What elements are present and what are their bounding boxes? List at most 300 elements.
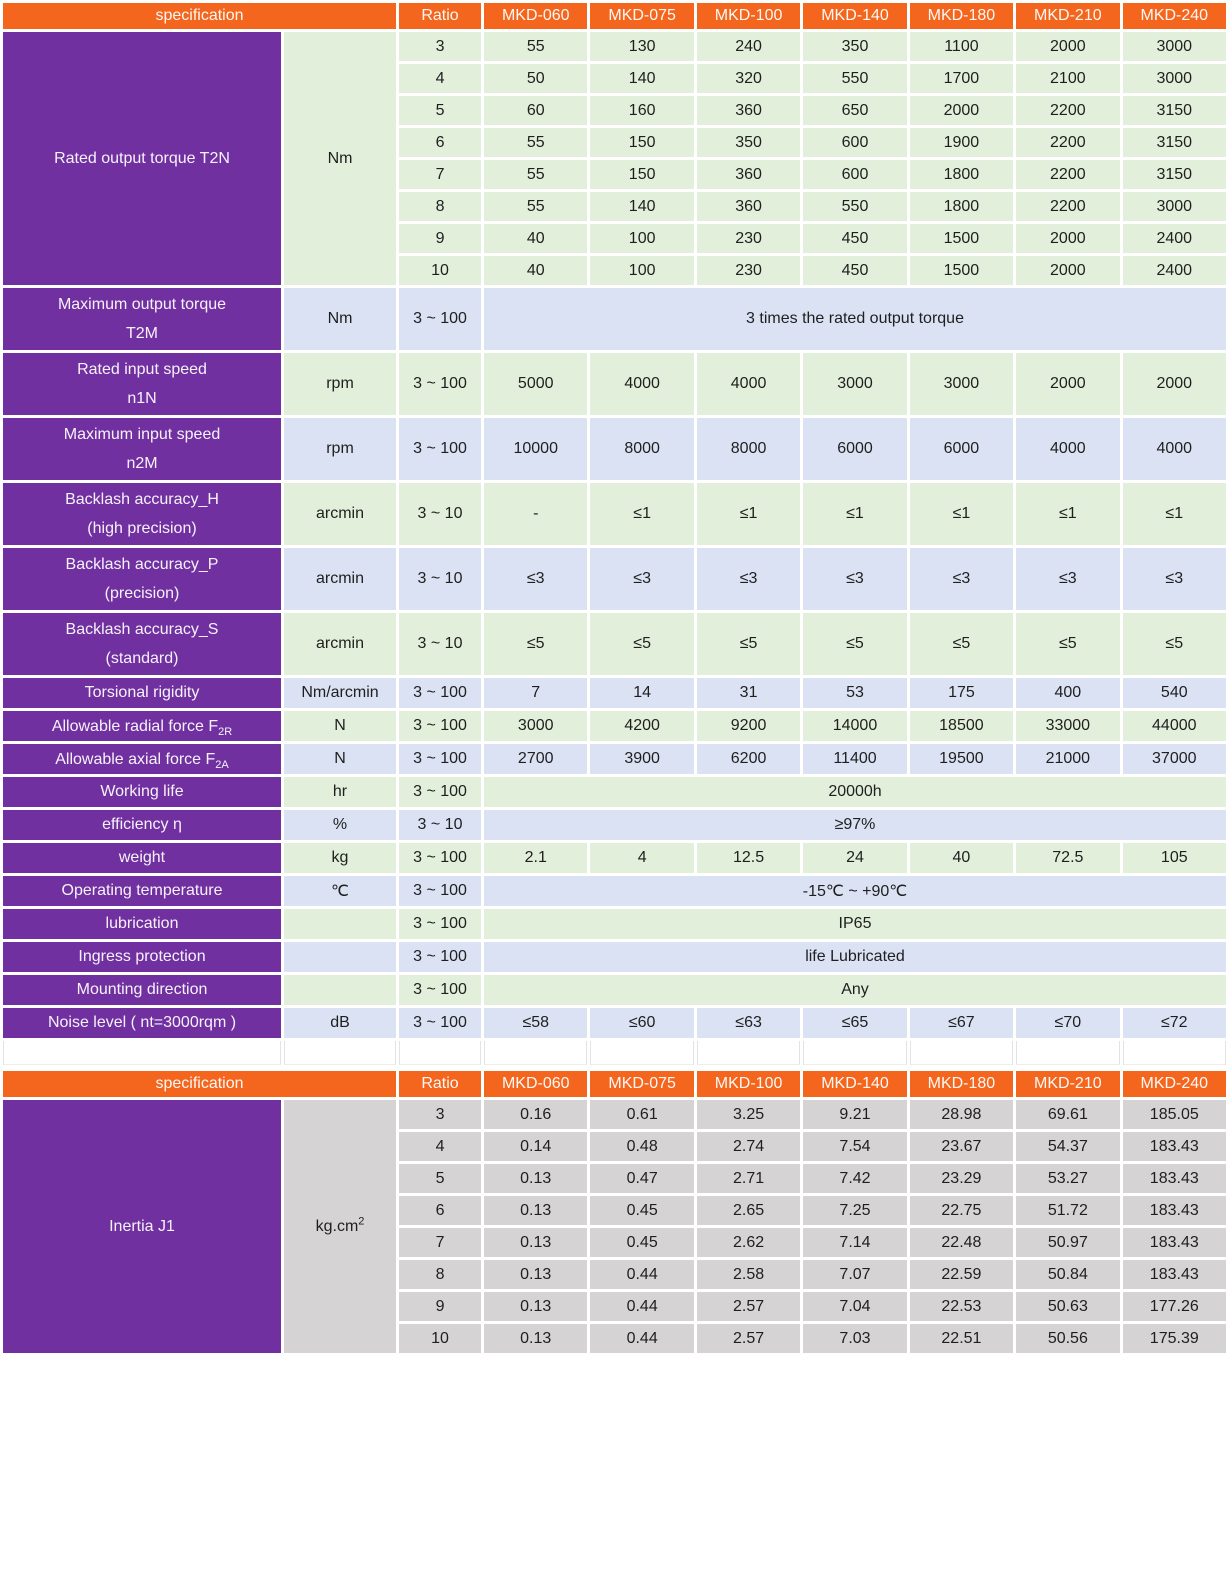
spacer-cell [399, 1041, 481, 1065]
value-cell: ≤70 [1016, 1008, 1119, 1038]
span-value-cell: ≥97% [484, 810, 1226, 840]
value-cell: 22.48 [910, 1228, 1013, 1257]
ratio-header: Ratio [399, 1071, 481, 1097]
value-cell: 150 [590, 160, 693, 189]
model-header: MKD-060 [484, 1071, 587, 1097]
row-label-cell [3, 942, 281, 972]
value-cell: 28.98 [910, 1100, 1013, 1129]
value-cell: 55 [484, 128, 587, 157]
ratio-cell: 3 ~ 100 [399, 711, 481, 741]
value-cell: 183.43 [1123, 1260, 1226, 1289]
unit-text: rpm [326, 375, 354, 392]
value-cell: 175.39 [1123, 1324, 1226, 1353]
value-cell: 50.63 [1016, 1292, 1119, 1321]
ratio-cell: 4 [399, 1132, 481, 1161]
value-cell: ≤5 [697, 613, 800, 675]
value-cell: 600 [803, 128, 906, 157]
row-label-line: Rated input speed [77, 361, 207, 378]
value-cell: 183.43 [1123, 1164, 1226, 1193]
value-cell: 0.13 [484, 1324, 587, 1353]
value-cell: ≤5 [1123, 613, 1226, 675]
value-cell: 1900 [910, 128, 1013, 157]
value-cell: 22.53 [910, 1292, 1013, 1321]
unit-text: rpm [326, 440, 354, 457]
value-cell: 1700 [910, 64, 1013, 93]
model-header: MKD-210 [1016, 1071, 1119, 1097]
row-label-cell [3, 909, 281, 939]
header-row [3, 1071, 1226, 1097]
value-cell: 33000 [1016, 711, 1119, 741]
value-cell: 3900 [590, 744, 693, 774]
value-cell: 185.05 [1123, 1100, 1226, 1129]
row-label-line: Backlash accuracy_S [65, 621, 219, 638]
value-cell: 4000 [697, 353, 800, 415]
row-label-line: (precision) [104, 585, 180, 602]
value-cell: 7.25 [803, 1196, 906, 1225]
row-label-line [3, 745, 281, 774]
value-cell: 14000 [803, 711, 906, 741]
value-cell: ≤1 [697, 483, 800, 545]
ratio-cell: 3 ~ 100 [399, 909, 481, 939]
value-cell: 7 [484, 678, 587, 708]
value-cell: 2400 [1123, 256, 1226, 285]
ratio-cell: 3 ~ 100 [399, 418, 481, 480]
value-cell: ≤1 [590, 483, 693, 545]
row-label-line: Backlash accuracy_H [65, 491, 219, 508]
value-cell: ≤3 [803, 548, 906, 610]
value-cell: 2.62 [697, 1228, 800, 1257]
value-cell: 140 [590, 64, 693, 93]
value-cell: 2200 [1016, 96, 1119, 125]
spacer-cell [284, 1041, 396, 1065]
value-cell: 450 [803, 224, 906, 253]
model-header: MKD-140 [803, 3, 906, 29]
unit-cell [284, 1008, 396, 1038]
value-cell: 7.54 [803, 1132, 906, 1161]
value-cell: 11400 [803, 744, 906, 774]
unit-text: N [334, 750, 346, 767]
value-cell: 2000 [1016, 224, 1119, 253]
unit-cell [284, 876, 396, 906]
data-row [3, 548, 1226, 610]
value-cell: 2100 [1016, 64, 1119, 93]
value-cell: ≤72 [1123, 1008, 1226, 1038]
value-cell: 160 [590, 96, 693, 125]
unit-text: Nm [327, 149, 353, 167]
value-cell: 31 [697, 678, 800, 708]
value-cell: 7.07 [803, 1260, 906, 1289]
value-cell: 0.13 [484, 1228, 587, 1257]
value-cell: 2000 [1123, 353, 1226, 415]
value-cell: ≤1 [1123, 483, 1226, 545]
unit-text: arcmin [316, 505, 365, 522]
row-label-cell [3, 678, 281, 708]
value-cell: 230 [697, 256, 800, 285]
specification-header: specification [3, 1071, 396, 1097]
value-cell: ≤3 [697, 548, 800, 610]
unit-text: dB [330, 1014, 350, 1031]
model-header: MKD-240 [1123, 3, 1226, 29]
data-row [3, 744, 1226, 774]
value-cell: 650 [803, 96, 906, 125]
row-label-line: T2M [126, 325, 158, 342]
value-cell: 50.97 [1016, 1228, 1119, 1257]
unit-cell [284, 548, 396, 610]
value-cell: 4000 [1123, 418, 1226, 480]
value-cell: 50.84 [1016, 1260, 1119, 1289]
span-value-cell: 3 times the rated output torque [484, 288, 1226, 350]
value-cell: 2700 [484, 744, 587, 774]
value-cell: ≤1 [910, 483, 1013, 545]
spacer-cell [590, 1041, 693, 1065]
data-row [3, 288, 1226, 350]
value-cell: ≤65 [803, 1008, 906, 1038]
span-value-cell: 20000h [484, 777, 1226, 807]
row-label-cell [3, 353, 281, 415]
value-cell: 40 [484, 224, 587, 253]
value-cell: 40 [484, 256, 587, 285]
ratio-cell: 10 [399, 256, 481, 285]
value-cell: 1800 [910, 160, 1013, 189]
value-cell: 2200 [1016, 160, 1119, 189]
value-cell: 2200 [1016, 128, 1119, 157]
model-header: MKD-100 [697, 3, 800, 29]
row-label-text: Allowable radial force F [51, 717, 219, 735]
value-cell: 55 [484, 160, 587, 189]
value-cell: ≤58 [484, 1008, 587, 1038]
ratio-cell: 4 [399, 64, 481, 93]
value-cell: 350 [697, 128, 800, 157]
unit-text: kg [331, 849, 349, 866]
ratio-cell: 3 ~ 100 [399, 678, 481, 708]
data-row [3, 777, 1226, 807]
specification-header: specification [3, 3, 396, 29]
row-label-line: (high precision) [87, 520, 197, 537]
value-cell: 54.37 [1016, 1132, 1119, 1161]
span-value-cell: IP65 [484, 909, 1226, 939]
value-cell: 3150 [1123, 128, 1226, 157]
spacer-cell [910, 1041, 1013, 1065]
value-cell: 3150 [1123, 96, 1226, 125]
model-header: MKD-060 [484, 3, 587, 29]
ratio-cell: 3 ~ 100 [399, 353, 481, 415]
value-cell: 2400 [1123, 224, 1226, 253]
value-cell: 0.16 [484, 1100, 587, 1129]
row-label-line [3, 712, 281, 741]
value-cell: 2.71 [697, 1164, 800, 1193]
value-cell: 150 [590, 128, 693, 157]
row-label-line: lubrication [105, 915, 179, 932]
data-row [3, 418, 1226, 480]
row-label-line: (standard) [105, 650, 179, 667]
value-cell: ≤3 [590, 548, 693, 610]
value-cell: 22.75 [910, 1196, 1013, 1225]
value-cell: 360 [697, 160, 800, 189]
ratio-cell: 3 ~ 100 [399, 288, 481, 350]
row-label-cell [3, 288, 281, 350]
unit-cell [284, 777, 396, 807]
spec-table-main-body [3, 32, 1226, 1065]
ratio-cell: 3 ~ 100 [399, 744, 481, 774]
ratio-cell: 5 [399, 1164, 481, 1193]
value-cell: 44000 [1123, 711, 1226, 741]
data-row [3, 678, 1226, 708]
value-cell: ≤5 [484, 613, 587, 675]
ratio-cell: 3 ~ 100 [399, 942, 481, 972]
row-label-cell [3, 711, 281, 741]
unit-cell [284, 810, 396, 840]
row-label-cell [3, 876, 281, 906]
row-label-cell [3, 777, 281, 807]
unit-cell [284, 353, 396, 415]
unit-cell [284, 288, 396, 350]
row-label-line: Rated output torque T2N [54, 149, 230, 167]
unit-cell [284, 744, 396, 774]
model-header: MKD-075 [590, 1071, 693, 1097]
value-cell: 9200 [697, 711, 800, 741]
unit-cell [284, 1100, 396, 1353]
value-cell: ≤67 [910, 1008, 1013, 1038]
value-cell: 53.27 [1016, 1164, 1119, 1193]
row-label-line: Backlash accuracy_P [65, 556, 219, 573]
value-cell: 2000 [1016, 353, 1119, 415]
row-label-line: Torsional rigidity [84, 684, 200, 701]
value-cell: 37000 [1123, 744, 1226, 774]
value-cell: 183.43 [1123, 1132, 1226, 1161]
model-header: MKD-100 [697, 1071, 800, 1097]
value-cell: 12.5 [697, 843, 800, 873]
ratio-cell: 7 [399, 1228, 481, 1257]
row-label-cell [3, 1008, 281, 1038]
row-label-cell [3, 810, 281, 840]
value-cell: ≤1 [1016, 483, 1119, 545]
unit-text: N [334, 717, 346, 734]
value-cell: - [484, 483, 587, 545]
value-cell: 55 [484, 192, 587, 221]
row-label-line: Working life [100, 783, 184, 800]
value-cell: ≤5 [803, 613, 906, 675]
spacer-cell [484, 1041, 587, 1065]
value-cell: 140 [590, 192, 693, 221]
value-cell: 19500 [910, 744, 1013, 774]
value-cell: 6000 [803, 418, 906, 480]
ratio-cell: 3 ~ 100 [399, 777, 481, 807]
row-label-cell [3, 1100, 281, 1353]
value-cell: 4 [590, 843, 693, 873]
inertia-table-header [3, 1071, 1226, 1097]
ratio-cell: 3 [399, 32, 481, 61]
data-row [3, 909, 1226, 939]
ratio-cell: 3 [399, 1100, 481, 1129]
unit-cell [284, 975, 396, 1005]
data-row [3, 483, 1226, 545]
value-cell: 0.45 [590, 1228, 693, 1257]
value-cell: 2.1 [484, 843, 587, 873]
value-cell: 21000 [1016, 744, 1119, 774]
value-cell: 3000 [1123, 64, 1226, 93]
value-cell: ≤60 [590, 1008, 693, 1038]
model-header: MKD-075 [590, 3, 693, 29]
row-label-cell [3, 744, 281, 774]
value-cell: 3000 [803, 353, 906, 415]
value-cell: 3000 [1123, 32, 1226, 61]
unit-text: ℃ [331, 883, 349, 900]
ratio-cell: 3 ~ 10 [399, 548, 481, 610]
value-cell: ≤3 [484, 548, 587, 610]
spacer-cell [697, 1041, 800, 1065]
row-label-line: weight [118, 849, 166, 866]
row-label-line: Ingress protection [78, 948, 206, 965]
unit-text: Nm/arcmin [301, 684, 379, 701]
value-cell: 3000 [484, 711, 587, 741]
unit-text: hr [332, 783, 348, 800]
unit-superscript: 2 [358, 1215, 365, 1228]
value-cell: 9.21 [803, 1100, 906, 1129]
value-cell: ≤5 [590, 613, 693, 675]
ratio-cell: 9 [399, 224, 481, 253]
value-cell: 0.14 [484, 1132, 587, 1161]
value-cell: 10000 [484, 418, 587, 480]
value-cell: 0.13 [484, 1260, 587, 1289]
value-cell: 2.65 [697, 1196, 800, 1225]
value-cell: 22.51 [910, 1324, 1013, 1353]
unit-cell [284, 32, 396, 285]
value-cell: 50.56 [1016, 1324, 1119, 1353]
data-row [3, 975, 1226, 1005]
spacer-row [3, 1041, 1226, 1065]
value-cell: 100 [590, 256, 693, 285]
value-cell: 0.45 [590, 1196, 693, 1225]
ratio-cell: 3 ~ 10 [399, 483, 481, 545]
unit-text: Nm [327, 310, 353, 327]
value-cell: 4000 [590, 353, 693, 415]
row-label-cell [3, 418, 281, 480]
value-cell: 7.42 [803, 1164, 906, 1193]
value-cell: 7.04 [803, 1292, 906, 1321]
value-cell: 360 [697, 96, 800, 125]
header-row [3, 3, 1226, 29]
value-cell: 53 [803, 678, 906, 708]
value-cell: 1500 [910, 224, 1013, 253]
span-value-cell: -15℃ ~ +90℃ [484, 876, 1226, 906]
ratio-cell: 3 ~ 10 [399, 613, 481, 675]
inertia-table [0, 1068, 1229, 1356]
value-cell: 240 [697, 32, 800, 61]
unit-text: arcmin [316, 570, 365, 587]
spacer-cell [803, 1041, 906, 1065]
value-cell: 55 [484, 32, 587, 61]
value-cell: 8000 [590, 418, 693, 480]
data-row [3, 353, 1226, 415]
spacer-cell [1016, 1041, 1119, 1065]
row-label-cell [3, 843, 281, 873]
row-label-text: Allowable axial force F [55, 750, 216, 768]
value-cell: 183.43 [1123, 1228, 1226, 1257]
spacer-cell [3, 1041, 281, 1065]
unit-cell [284, 843, 396, 873]
value-cell: 0.44 [590, 1292, 693, 1321]
value-cell: 50 [484, 64, 587, 93]
value-cell: 230 [697, 224, 800, 253]
ratio-cell: 8 [399, 1260, 481, 1289]
ratio-cell: 3 ~ 100 [399, 975, 481, 1005]
row-label-line: Operating temperature [61, 882, 223, 899]
value-cell: 0.13 [484, 1164, 587, 1193]
value-cell: 72.5 [1016, 843, 1119, 873]
row-label-line: Maximum input speed [63, 426, 221, 443]
value-cell: 550 [803, 192, 906, 221]
value-cell: 2.58 [697, 1260, 800, 1289]
value-cell: 23.67 [910, 1132, 1013, 1161]
ratio-cell: 3 ~ 100 [399, 843, 481, 873]
row-label-subscript: 2A [215, 758, 229, 771]
row-label-line: Noise level ( nt=3000rqm ) [47, 1014, 237, 1031]
value-cell: 175 [910, 678, 1013, 708]
value-cell: 6200 [697, 744, 800, 774]
value-cell: 2.74 [697, 1132, 800, 1161]
ratio-cell: 6 [399, 1196, 481, 1225]
value-cell: 0.13 [484, 1292, 587, 1321]
value-cell: ≤5 [910, 613, 1013, 675]
data-row [3, 613, 1226, 675]
unit-cell [284, 483, 396, 545]
row-label-cell [3, 32, 281, 285]
value-cell: 22.59 [910, 1260, 1013, 1289]
unit-cell [284, 418, 396, 480]
unit-text: arcmin [316, 635, 365, 652]
value-cell: 3.25 [697, 1100, 800, 1129]
model-header: MKD-140 [803, 1071, 906, 1097]
value-cell: 0.47 [590, 1164, 693, 1193]
value-cell: 2.57 [697, 1324, 800, 1353]
unit-cell [284, 942, 396, 972]
value-cell: 360 [697, 192, 800, 221]
spec-table-main-header [3, 3, 1226, 29]
value-cell: 177.26 [1123, 1292, 1226, 1321]
value-cell: 183.43 [1123, 1196, 1226, 1225]
model-header: MKD-240 [1123, 1071, 1226, 1097]
ratio-cell: 3 ~ 100 [399, 876, 481, 906]
value-cell: 100 [590, 224, 693, 253]
ratio-header: Ratio [399, 3, 481, 29]
value-cell: 450 [803, 256, 906, 285]
value-cell: 0.44 [590, 1260, 693, 1289]
value-cell: 2.57 [697, 1292, 800, 1321]
value-cell: 540 [1123, 678, 1226, 708]
inertia-table-body [3, 1100, 1226, 1353]
value-cell: 2200 [1016, 192, 1119, 221]
value-cell: 4000 [1016, 418, 1119, 480]
ratio-cell: 6 [399, 128, 481, 157]
value-cell: 3000 [1123, 192, 1226, 221]
value-cell: 350 [803, 32, 906, 61]
data-row [3, 810, 1226, 840]
ratio-cell: 8 [399, 192, 481, 221]
value-cell: 1800 [910, 192, 1013, 221]
value-cell: 7.03 [803, 1324, 906, 1353]
value-cell: 550 [803, 64, 906, 93]
unit-cell [284, 909, 396, 939]
value-cell: 14 [590, 678, 693, 708]
value-cell: 24 [803, 843, 906, 873]
ratio-cell: 10 [399, 1324, 481, 1353]
unit-text: kg.cm [315, 1217, 359, 1235]
data-row [3, 1100, 1226, 1129]
span-value-cell: life Lubricated [484, 942, 1226, 972]
value-cell: 8000 [697, 418, 800, 480]
value-cell: 130 [590, 32, 693, 61]
data-row [3, 711, 1226, 741]
